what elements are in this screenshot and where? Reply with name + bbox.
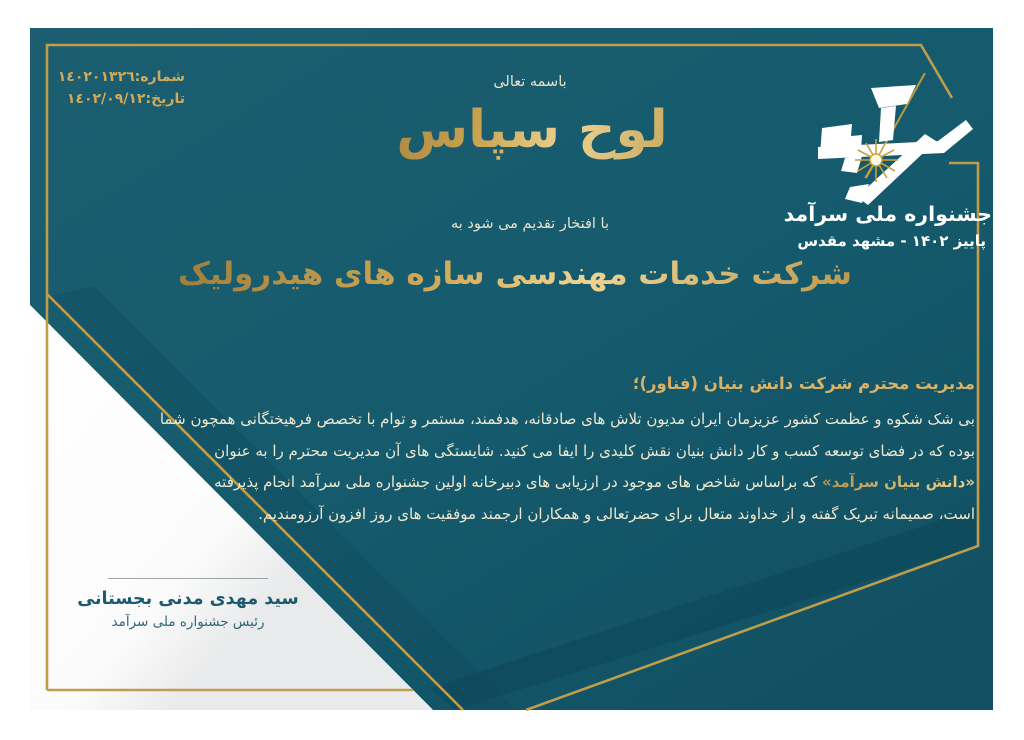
body-text-block xyxy=(159,374,975,530)
festival-name: جشنواره ملی سرآمد xyxy=(783,202,992,226)
presented-line: با افتخار تقدیم می شود به xyxy=(450,216,610,232)
certificate-title: لوح سپاس xyxy=(312,94,752,166)
body-line-2: بوده که در فضای توسعه کسب و کار دانش بنیان نقش کلیدی را ایفا می کنید. شایستگی های آن مدیریت محترم را به عنوان xyxy=(214,441,975,460)
signatory-role: رئیس جشنواره ملی سرآمد xyxy=(111,614,265,630)
reference-block xyxy=(55,66,185,110)
recipient-name: شرکت خدمات مهندسی سازه های هیدرولیک xyxy=(155,248,875,300)
reference-number-value: ١٤٠٢٠١٣٢٦ xyxy=(57,69,135,85)
body-line-1: بی شک شکوه و عظمت کشور عزیزمان ایران مدیون تلاش های صادقانه، هدفمند، مستمر و توام با تخصص فرهیختگانی همچون شما xyxy=(159,410,975,428)
issue-date-value: ١٤٠٢/٠٩/١٢ xyxy=(66,91,146,107)
body-line-3-rest: که براساس شاخص های موجود در ارزیابی های دبیرخانه اولین جشنواره ملی سرآمد انجام پذیرفته xyxy=(214,473,822,491)
body-line-4: است، صمیمانه تبریک گفته و از خداوند متعال برای حضرتعالی و همکاران ارجمند موفقیت های روز افزون آرزومندیم. xyxy=(258,504,975,523)
body-salutation: مدیریت محترم شرکت دانش بنیان (فناور)؛ xyxy=(632,374,975,393)
reference-number xyxy=(55,66,185,88)
festival-edition: پاییز ۱۴۰۲ - مشهد مقدس xyxy=(797,232,986,250)
signatory-name: سید مهدی مدنی بجستانی xyxy=(77,589,299,609)
body-highlight-knowledge-based: «دانش بنیان سرآمد» xyxy=(822,473,975,491)
body-line-3 xyxy=(214,467,975,499)
issue-date xyxy=(55,88,185,110)
reference-number-label: شماره: xyxy=(134,69,185,85)
signature-divider xyxy=(108,578,268,579)
signature-block xyxy=(55,578,321,630)
issue-date-label: تاریخ: xyxy=(145,91,185,107)
basmala-text: باسمه تعالی xyxy=(493,74,567,90)
